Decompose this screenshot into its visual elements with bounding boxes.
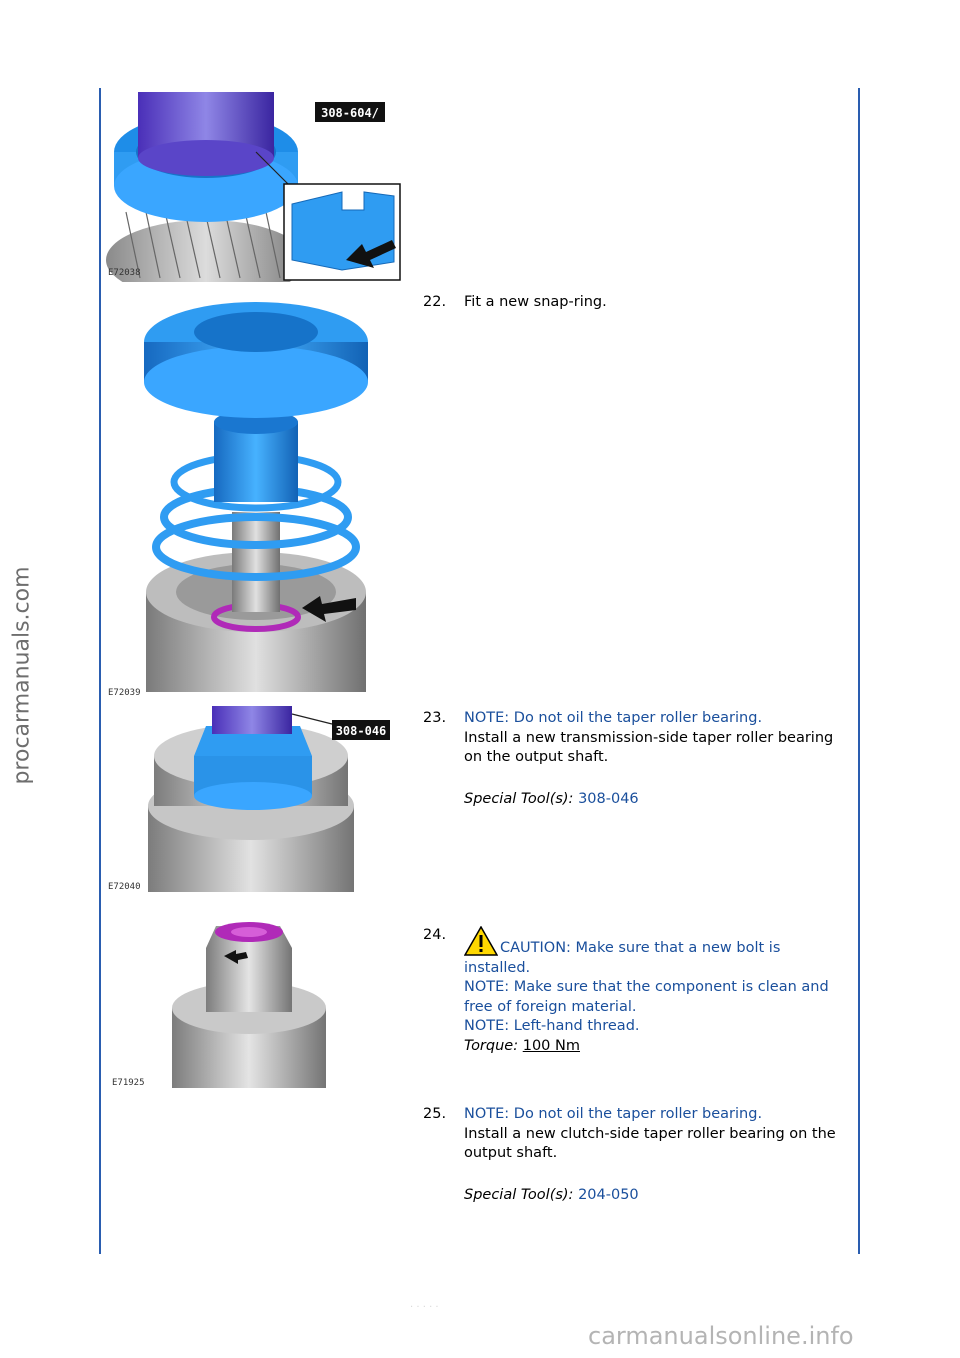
figure-id: E72038 [108, 268, 141, 278]
special-tool-link[interactable]: 308-046 [578, 790, 639, 807]
step-text: Install a new transmission-side taper roller bearing on the output shaft. [464, 729, 834, 765]
right-margin-rule [858, 88, 860, 1254]
tool-label-text: 308-604/ [321, 106, 379, 120]
special-tool-link[interactable]: 204-050 [578, 1186, 639, 1203]
side-watermark-text: procarmanuals.com [9, 565, 35, 785]
step-number: 23. [423, 710, 447, 726]
step-number: 25. [423, 1106, 447, 1122]
step-number: 22. [423, 294, 447, 310]
step-note: NOTE: Make sure that the component is clean and free of foreign material. [464, 979, 829, 1015]
figure-e71925 [106, 918, 402, 1090]
step-note: NOTE: Left-hand thread. [464, 1018, 640, 1034]
tool-label-text: 308-046 [335, 724, 387, 738]
figure-id: E71925 [112, 1078, 145, 1088]
bolt-install-illustration [106, 918, 402, 1090]
bearing-install-illustration [106, 92, 402, 282]
figure-e72039 [106, 292, 402, 700]
step-note: NOTE: Do not oil the taper roller bearing. [464, 710, 763, 726]
step-text: Install a new clutch-side taper roller bearing on the output shaft. [464, 1125, 836, 1161]
step-caution [464, 926, 844, 978]
side-watermark [4, 560, 40, 790]
gear-snap-ring-illustration [106, 292, 402, 700]
step-note: NOTE: Do not oil the taper roller bearing. [464, 1106, 763, 1122]
taper-bearing-install-illustration [106, 706, 402, 894]
torque-value: 100 Nm [522, 1037, 580, 1054]
special-tools-label: Special Tool(s): [464, 790, 574, 807]
figure-id: E72039 [108, 688, 141, 698]
caution-text: CAUTION: Make sure that a new bolt is installed. [464, 940, 781, 976]
torque-spec [464, 1037, 844, 1057]
torque-label: Torque: [464, 1037, 519, 1054]
left-margin-rule [99, 88, 101, 1254]
special-tools [464, 1186, 844, 1206]
step-text: Fit a new snap-ring. [464, 294, 607, 310]
figure-id: E72040 [108, 882, 141, 892]
step-number: 24. [423, 927, 447, 943]
figure-e72040 [106, 706, 402, 894]
special-tools-label: Special Tool(s): [464, 1186, 574, 1203]
page-number: · · · · · [410, 1302, 439, 1313]
warning-icon [464, 926, 498, 956]
figure-e72038 [106, 92, 402, 282]
bottom-watermark: carmanualsonline.info [588, 1322, 854, 1350]
special-tools [464, 790, 844, 810]
